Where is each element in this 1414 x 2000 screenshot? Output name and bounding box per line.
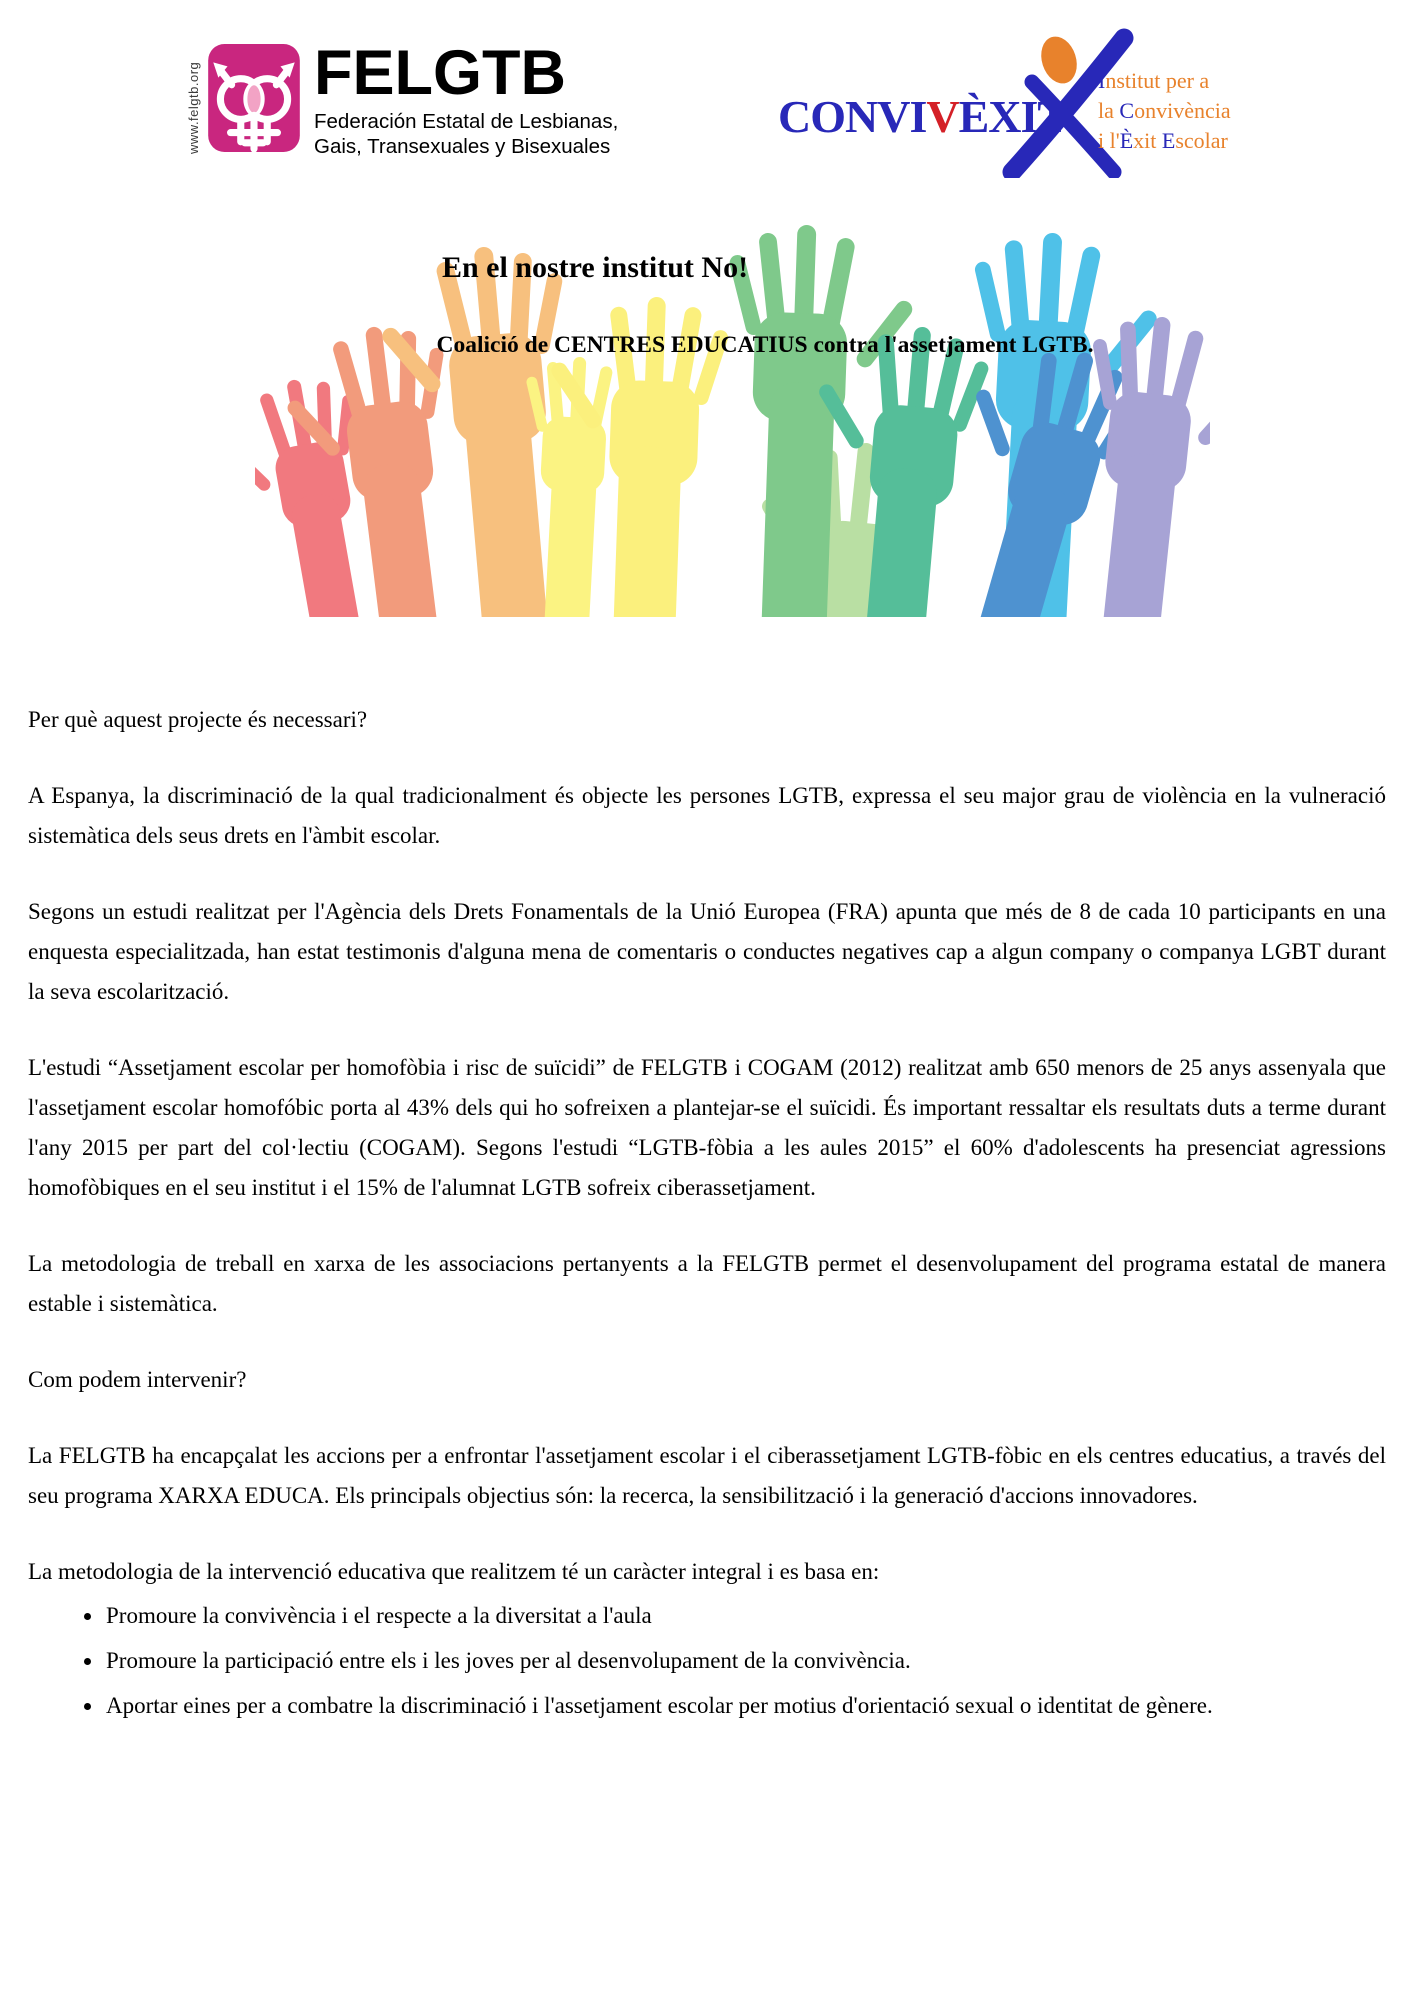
convivexit-logo xyxy=(778,26,1270,184)
section-question-2: Com podem intervenir? xyxy=(28,1367,247,1392)
tagline-line3: i l'Èxit Escolar xyxy=(1098,128,1228,153)
tagline-line1: Institut per a xyxy=(1098,68,1210,93)
raised-hands-illustration xyxy=(255,205,1210,617)
paragraph-3: L'estudi “Assetjament escolar per homofòbia i risc de suïcidi” de FELGTB i COGAM (2012) realitzat amb 650 menors de 25 anys assenyala que l'assetjament escolar homofóbic porta al 43% dels qui ho sofreixen a plantejar-se el suïcidi. És important ressaltar els resultats duts a terme durant l'any 2015 per part del col·lectiu (COGAM). Segons l'estudi “LGTB-fòbia a les aules 2015” el 60% d'adolescents ha presenciat agressions homofòbiques en el seu institut i el 15% de l'alumnat LGTB sofreix ciberassetjament. xyxy=(28,1055,1386,1200)
felgtb-acronym: FELGTB xyxy=(314,38,566,108)
felgtb-logo xyxy=(186,38,619,159)
felgtb-name-line1: Federación Estatal de Lesbianas, xyxy=(314,110,619,133)
felgtb-name-line2: Gais, Transexuales y Bisexuales xyxy=(314,135,611,158)
felgtb-gender-symbols-icon xyxy=(206,42,302,154)
bullet-item: • Promoure la participació entre els i les joves per al desenvolupament de la convivència. xyxy=(104,1641,1386,1681)
paragraph-5: La FELGTB ha encapçalat les accions per a enfrontar l'assetjament escolar i el ciberassetjament LGTB-fòbic en els centres educatius, a través del seu programa XARXA EDUCA. Els principals objectius són: la recerca, la sensibilització i la generació d'accions innovadores. xyxy=(28,1443,1386,1508)
wordmark-blue-1: CONVI xyxy=(778,91,927,142)
tagline-line2: la Convivència xyxy=(1098,98,1231,123)
hero-subtitle: Coalició de CENTRES EDUCATIUS contra l'assetjament LGTB. xyxy=(436,332,1094,358)
document-body xyxy=(0,700,1414,1731)
convivexit-wordmark xyxy=(778,90,1067,143)
method-intro: La metodologia de la intervenció educativa que realitzem té un caràcter integral i es basa en: xyxy=(28,1559,880,1584)
section-question-1: Per què aquest projecte és necessari? xyxy=(28,707,368,732)
method-bullet-list xyxy=(28,1596,1386,1726)
convivexit-tagline xyxy=(1098,66,1231,156)
wordmark-blue-2: ÈXIT xyxy=(958,91,1068,142)
bullet-item: • Promoure la convivència i el respecte a la diversitat a l'aula xyxy=(104,1596,1386,1636)
bullet-item: • Aportar eines per a combatre la discriminació i l'assetjament escolar per motius d'orientació sexual o identitat de gènere. xyxy=(104,1686,1386,1726)
paragraph-4: La metodologia de treball en xarxa de les associacions pertanyents a la FELGTB permet el desenvolupament del programa estatal de manera estable i sistemàtica. xyxy=(28,1251,1386,1316)
paragraph-2: Segons un estudi realitzat per l'Agència dels Drets Fonamentals de la Unió Europea (FRA) apunta que més de 8 de cada 10 participants en una enquesta especialitzada, han estat testimonis d'alguna mena de comentaris o conductes negatives cap a algun company o companya LGBT durant la seva escolarització. xyxy=(28,899,1386,1004)
hero-title: En el nostre institut No! xyxy=(441,251,749,284)
felgtb-full-name xyxy=(314,109,618,159)
felgtb-text-block xyxy=(314,38,619,159)
wordmark-red-v: V xyxy=(926,91,959,142)
paragraph-1: A Espanya, la discriminació de la qual tradicionalment és objecte les persones LGTB, expressa el seu major grau de violència en la vulneració sistemàtica dels seus drets en l'àmbit escolar. xyxy=(28,783,1386,848)
felgtb-website-url: www.felgtb.org xyxy=(186,61,201,154)
